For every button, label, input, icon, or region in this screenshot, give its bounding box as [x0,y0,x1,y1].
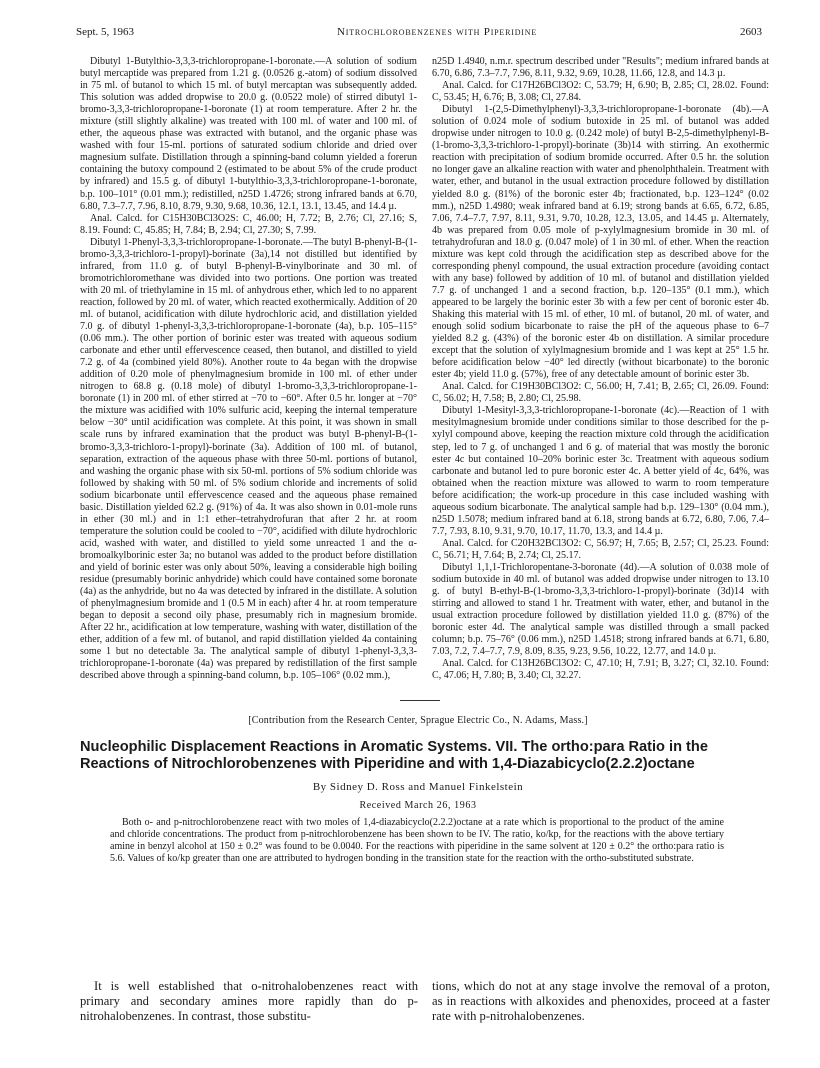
received-date: Received March 26, 1963 [359,800,477,811]
paragraph-phenyl-continued: n25D 1.4940, n.m.r. spectrum described under "Results"; medium infrared bands at 6.70, 6.86, 7.3–7.7, 7.96, 8.11, 9.32, 9.69, 10.28, 11.66, 12.8, and 14.3 µ. [432,56,769,80]
author-line: By Sidney D. Ross and Manuel Finkelstein [312,781,524,793]
intro-text-left: It is well established that o-nitrohalobenzenes react with primary and secondary amines more rapidly than do p-nitrohalobenzenes. In contrast, those substitu- [80,979,418,1024]
paragraph-analysis-mesityl: Anal. Calcd. for C20H32BCl3O2: C, 56.97; H, 7.65; B, 2.57; Cl, 25.23. Found: C, 56.71; H, 7.64; B, 2.74; Cl, 25.17. [432,537,769,561]
paragraph-phenyl: Dibutyl 1-Phenyl-3,3,3-trichloropropane-1-boronate.—The butyl B-phenyl-B-(1-bromo-3,3,3-trichloro-1-propyl)-borinate (3a),14 not distilled but identified by infrared, from 11.0 g. of butyl B-phenyl-B-vinylborinate and 30 ml. of bromotrichloromethane was divided into two portions. One portion was treated with 20 ml. of triethylamine in 15 ml. of anhydrous ether, which led to no apparent reaction, followed by 20 ml. of water, which reacted exothermically. Addition of 20 ml. of butanol, acidification with dilute hydrochloric acid, and distillation yielded 7.0 g. of dibutyl 1-phenyl-3,3,3-trichloropropane-1-boronate (4a), b.p. 105–115° (0.06 mm.). The other portion of borinic ester was treated with aqueous sodium carbonate and ether until effervescence ceased, then butanol, and distilled to yield 7.2 g. of 4a (combined yield 80%). Another route to 4a began with the dropwise addition of 0.20 mole of phenylmagnesium bromide in 100 ml. of ether under nitrogen to 68.8 g. (0.18 mole) of dibutyl 1-bromo-3,3,3-trichloropropane-1-boronate (1) in 200 ml. of ether stirred at −70 to −60°. After 0.5 hr. longer at −70° the mixture was acidified with 10% sulfuric acid, keeping the internal temperature below −30° until acidification was complete. At this point, it was shown in small scale runs by infrared examination that the product was butyl B-phenyl-B-(1-bromo-3,3,3-trichloro-1-propyl)-borinate (3a). Addition of 100 ml. of butanol, separation, extraction of the aqueous phase with three 50-ml. portions of butanol, and washing the organic phase with six 50-ml. portions of 5% sodium chloride was followed by shaking with 50 ml. of 5% sodium chloride and increments of solid sodium bicarbonate until effervescence ceased and the aqueous phase remained basic. Distillation yielded 62.2 g. (91%) of 4a. It was also shown in 0.01-mole runs in ether (30 ml.) and in 1:1 ether–tetrahydrofuran that after 2 hr. at room temperature the solution could be cooled to −70°, acidified with dilute hydrochloric acid, washed with water, and distilled to yield some unreacted 1 and the α-bromoalkylborinic ester 3a; no butanol was added to the product before distillation and yield of borinic ester was only about 50%, leaving a considerable high boiling residue (presumably borinic anhydride) which could have contained some boronate (4a) as the anhydride, but no 4a was detected by infrared in the distillate. A solution of phenylmagnesium bromide and 1 (0.5 M in each) after 4 hr. at room temperature began to deposit a second oily phase, presumably rich in magnesium bromide. After 22 hr., acidification at low temperature, washing with water, distillation of the ether, addition of a few ml. of butanol, and rapid distillation yielded 4a containing some 1 but no detectable 3a. The analytical sample of dibutyl 1-phenyl-3,3,3-trichloropropane-1-boronate (4a) was prepared by redistillation of the first sample described above through a spinning-band column, b.p. 105–106° (0.02 mm.), [80,236,417,682]
left-column [80,56,417,682]
contribution-line: [Contribution from the Research Center, Sprague Electric Co., N. Adams, Mass.] [248,715,588,726]
page-header [76,26,762,42]
paragraph-dimethylphenyl: Dibutyl 1-(2,5-Dimethylphenyl)-3,3,3-trichloropropane-1-boronate (4b).—A solution of 0.024 mole of sodium butoxide in 25 ml. of butanol was added dropwise under nitrogen to 10.0 g. (0.242 mole) of butyl B-2,5-dimethylphenyl-B-(1-bromo-3,3,3-trichloro-1-propyl)-borinate (3b)14 with stirring. An exothermic reaction with precipitation of sodium bromide occurred. After 0.5 hr. the solution no longer gave an alkaline reaction with water and phenolphthalein. Treatment with water, ether, and butanol in the usual extraction procedure followed by distillation yielded 8.0 g. (81%) of the boronic ester 4b; fractionated, b.p. 123–124° (0.02 mm.), n25D 1.4980; weak infrared band at 6.19; strong bands at 6.65, 6.72, 6.85, 7.06, 7.4–7.7, 7.97, 8.11, 9.31, 9.70, 10.28, 12.3, 13.05, and 14.45 µ. Alternately, 4b was prepared from 0.05 mole of p-xylylmagnesium bromide in 30 ml. of tetrahydrofuran and 18.0 g. (0.047 mole) of 1 in 30 ml. of ether. When the reaction mixture was kept cold through the acidification step as described above for the corresponding phenyl compound, the usual extraction procedure (avoiding contact with any base) followed by addition of 10 ml. of butanol and distillation yielded 7.7 g. of unchanged 1 and a second fraction, b.p. 120–135° (0.1 mm.), which appeared to be largely the borinic ester 3b with a few per cent of boronic ester 4b. Shaking this material with 15 ml. of ether, 10 ml. of butanol, 20 ml. of water, and enough solid sodium bicarbonate to raise the pH of the aqueous phase to 6–7 yielded 8.2 g. (43%) of the boronic ester 4b on distillation. A similar procedure except that the solution of xylylmagnesium bromide and 1 was kept at 25° 1.5 hr. before acidification below −40° led directly (without bicarbonate) to the boronic ester 4b; yield 11.0 g. (57%), free of any detectable amount of borinic ester 3b. [432,104,769,381]
running-title: Nitrochlorobenzenes with Piperidine [337,26,538,38]
page-number: 2603 [740,26,762,38]
paragraph-analysis-phenyl: Anal. Calcd. for C17H26BCl3O2: C, 53.79; H, 6.90; B, 2.85; Cl, 28.02. Found: C, 53.45; H, 6.76; B, 3.08; Cl, 27.84. [432,80,769,104]
paragraph-analysis-dimethylphenyl: Anal. Calcd. for C19H30BCl3O2: C, 56.00; H, 7.41; B, 2.65; Cl, 26.09. Found: C, 56.02; H, 7.58; B, 2.80; Cl, 25.98. [432,381,769,405]
right-column [432,56,769,682]
paragraph-butylthio: Dibutyl 1-Butylthio-3,3,3-trichloropropane-1-boronate.—A solution of sodium butyl mercaptide was prepared from 1.21 g. (0.0526 g.-atom) of sodium dissolved in 75 ml. of butanol to which 15 ml. of butyl mercaptan was subsequently added. This solution was added dropwise to 20.0 g. (0.0522 mole) of stirred dibutyl 1-bromo-3,3,3-trichloropropane-1-boronate (1) at room temperature. After 2 hr. the mixture (still slightly alkaline) was treated with 100 ml. of water and 100 ml. of ether, the aqueous phase was extracted with butanol, and the organic phase was washed with four 15-ml. portions of saturated sodium chloride and dried over magnesium sulfate. Distillation through a spinning-band column yielded a forerun containing the butoxy compound 2 (estimated to be about 5% of the crude product by infrared) and 15.5 g. of dibutyl 1-butylthio-3,3,3-trichloropropane-1-boronate, b.p. 100–101° (0.01 mm.); redistilled, n25D 1.4726; strong infrared bands at 6.70, 6.80, 7.3–7.7, 7.96, 8.10, 8.79, 9.30, 9.68, 10.36, 12.1, 13.1, 13.45, and 14.4 µ. [80,56,417,212]
paragraph-mesityl: Dibutyl 1-Mesityl-3,3,3-trichloropropane-1-boronate (4c).—Reaction of 1 with mesitylmagnesium bromide under conditions similar to those described for the p-xylyl compound above, keeping the reaction mixture cold through the acidification step, led to 7 g. of unchanged 1 and 6 g. of material that was mostly the boronic ester 4c but contained 10–20% borinic ester 3c. Treatment with aqueous sodium carbonate and butanol led to pure boronic ester 4c. A better yield of 4c, 64%, was obtained when the reaction mixture was allowed to warm to room temperature before acidification; the work-up procedure in this case included washing with aqueous sodium bicarbonate. The analytical sample had b.p. 129–130° (0.04 mm.), n25D 1.5078; medium infrared band at 6.18, strong bands at 6.72, 6.80, 7.06, 7.4–7.7, 7.93, 8.10, 9.31, 9.70, 10.17, 11.70, 13.3, and 14.4 µ. [432,405,769,537]
abstract: Both o- and p-nitrochlorobenzene react with two moles of 1,4-diazabicyclo(2.2.2)octane at a rate which is proportional to the product of the amine and chloride concentrations. The product from p-nitrochlorobenzene has been shown to be IV. The ratio, ko/kp, for the reactions with the above tertiary amine in benzyl alcohol at 150 ± 0.2° was found to be 0.0040. For the reactions with piperidine in the same solvent at 120 ± 0.2° the ortho:para ratio is 5.6. Values of ko/kp greater than one are attributed to hydrogen bonding in the transition state for the reaction with the ortho-substituted substrate. [110,817,724,864]
article-title: Nucleophilic Displacement Reactions in Aromatic Systems. VII. The ortho:para Ratio in the Reactions of Nitrochlorobenzenes with Piperidine and with 1,4-Diazabicyclo(2.2.2)octane [80,739,708,772]
paragraph-trichloropentane: Dibutyl 1,1,1-Trichloropentane-3-boronate (4d).—A solution of 0.038 mole of sodium butoxide in 40 ml. of butanol was added dropwise under nitrogen to 13.10 g. of butyl B-ethyl-B-(1-bromo-3,3,3-trichloro-1-propyl)-borinate (3d)14 with stirring and allowed to stand 1 hr. Treatment with water, ether, and butanol in the usual extraction procedure followed by distillation yielded 11.0 g. (87%) of the boronic ester 4d. The analytical sample was distilled through a small packed column; b.p. 75–76° (0.06 mm.), n25D 1.4518; strong infrared bands at 6.71, 6.80, 7.03, 7.2, 7.4–7.7, 7.9, 8.09, 8.35, 9.23, 9.56, 10.22, 12.77, and 14.0 µ. [432,561,769,658]
paragraph-analysis-trichloropentane: Anal. Calcd. for C13H26BCl3O2: C, 47.10; H, 7.91; B, 3.27; Cl, 32.10. Found: C, 47.06; H, 7.80; B, 3.40; Cl, 32.27. [432,658,769,682]
section-divider [400,700,440,701]
paragraph-analysis-butylthio: Anal. Calcd. for C15H30BCl3O2S: C, 46.00; H, 7.72; B, 2.76; Cl, 27.16; S, 8.19. Found: C, 45.85; H, 7.84; B, 2.94; Cl, 27.30; S, 7.99. [80,212,417,236]
intro-text-right: tions, which do not at any stage involve the removal of a proton, as in reactions with alkoxides and phenoxides, proceed at a faster rate with p-nitrohalobenzenes. [432,979,770,1024]
header-date: Sept. 5, 1963 [76,26,135,38]
